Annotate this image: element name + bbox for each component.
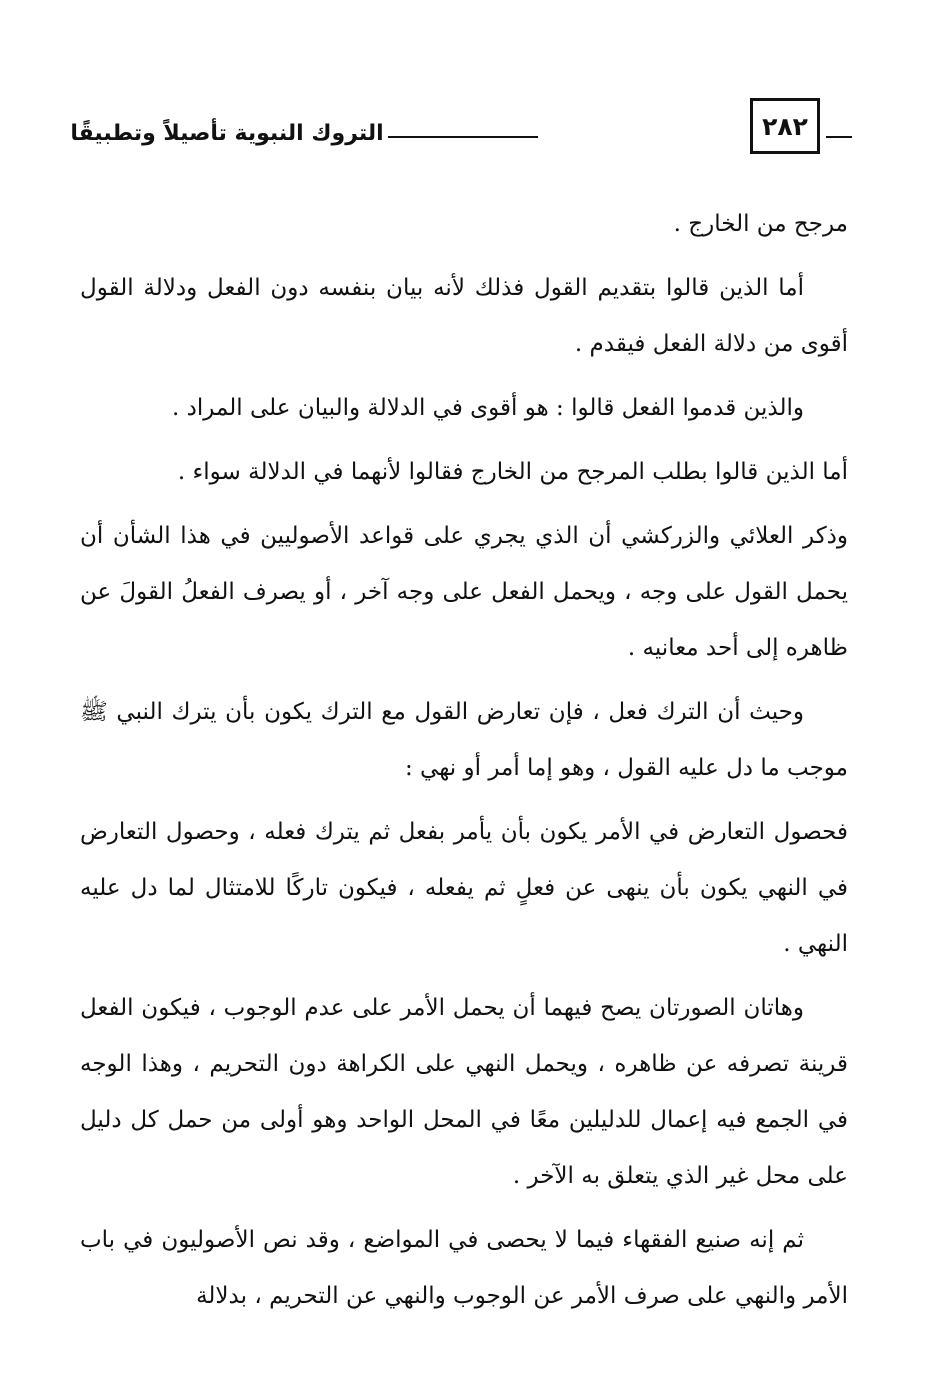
- paragraph: مرجح من الخارج .: [673, 211, 848, 237]
- page-number: ٢٨٢: [750, 98, 820, 154]
- paragraph: وحيث أن الترك فعل ، فإن تعارض القول مع الترك يكون بأن يترك النبي ﷺ موجب ما دل عليه القول ، وهو إما أمر أو نهي :: [80, 699, 848, 781]
- page-body: [80, 196, 848, 1332]
- paragraph: وذكر العلائي والزركشي أن الذي يجري على قواعد الأصوليين في هذا الشأن أن يحمل القول على وجه ، ويحمل الفعل على وجه آخر ، أو يصرف الفعلُ القولَ عن ظاهره إلى أحد معانيه .: [80, 523, 848, 661]
- header-rule-right: [826, 136, 852, 138]
- header-rule-left: [388, 136, 538, 138]
- paragraph: والذين قدموا الفعل قالوا : هو أقوى في الدلالة والبيان على المراد .: [172, 395, 804, 421]
- paragraph: أما الذين قالوا بتقديم القول فذلك لأنه بيان بنفسه دون الفعل ودلالة القول أقوى من دلالة الفعل فيقدم .: [80, 275, 848, 357]
- page-header: [66, 98, 852, 158]
- paragraph: فحصول التعارض في الأمر يكون بأن يأمر بفعل ثم يترك فعله ، وحصول التعارض في النهي يكون بأن ينهى عن فعلٍ ثم يفعله ، فيكون تاركًا للامتثال لما دل عليه النهي .: [80, 819, 848, 957]
- paragraph: وهاتان الصورتان يصح فيهما أن يحمل الأمر على عدم الوجوب ، فيكون الفعل قرينة تصرفه عن ظاهره ، ويحمل النهي على الكراهة دون التحريم ، وهذا الوجه في الجمع فيه إعمال للدليلين معًا في المحل الواحد وهو أولى من حمل كل دليل على محل غير الذي يتعلق به الآخر .: [80, 995, 848, 1189]
- book-title: التروك النبوية تأصيلاً وتطبيقًا: [70, 121, 384, 146]
- paragraph: أما الذين قالوا بطلب المرجح من الخارج فقالوا لأنهما في الدلالة سواء .: [177, 459, 848, 485]
- paragraph: ثم إنه صنيع الفقهاء فيما لا يحصى في المواضع ، وقد نص الأصوليون في باب الأمر والنهي على صرف الأمر عن الوجوب والنهي عن التحريم ، بدلالة: [80, 1227, 848, 1309]
